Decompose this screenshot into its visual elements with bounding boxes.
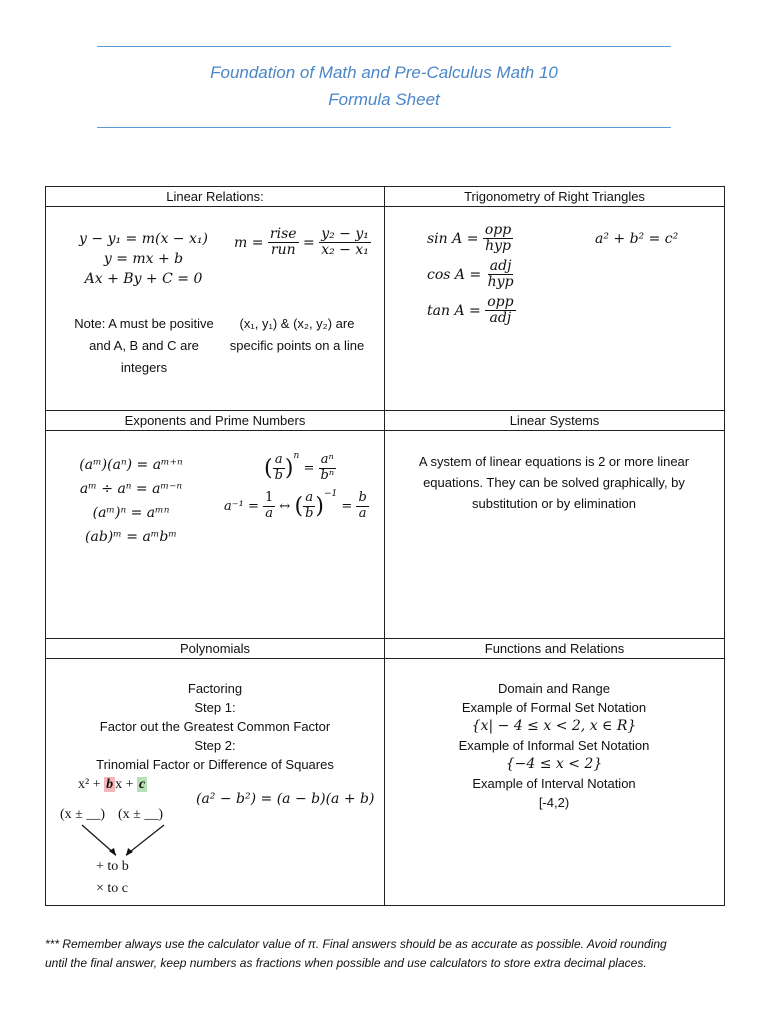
- footer-line-1: *** Remember always use the calculator value of π. Final answers should be as accurate as possible. Avoid rounding: [45, 937, 667, 951]
- reciprocal-result-a: a: [358, 505, 367, 521]
- blank-factor-right: (x ± __): [118, 807, 164, 823]
- trigonometry-cell: [385, 207, 725, 411]
- negative-exponent-law: a⁻¹ = $\frac{1}{a}$ ↔ ( $\frac{a}{b}$ )$^{-1}$ = $\frac{b}{a}$: [224, 488, 367, 521]
- sine-numerator: opp: [484, 222, 512, 239]
- multiply-to-c-label: × to c: [96, 881, 128, 897]
- polynomials-cell: [46, 659, 385, 906]
- linear-systems-cell: [385, 430, 725, 639]
- add-to-b-label: + to b: [96, 859, 129, 875]
- equivalence-arrow: ↔: [279, 498, 291, 514]
- exponents-cell: [46, 430, 385, 639]
- quotient-power-exponent: n: [293, 450, 300, 461]
- linear-systems-heading: Linear Systems: [385, 410, 725, 430]
- formal-notation-label: Example of Formal Set Notation: [461, 700, 647, 716]
- quotient-power-equals: =: [303, 460, 315, 476]
- factor-arrows: [76, 823, 176, 863]
- linear-relations-heading: Linear Relations:: [46, 187, 385, 207]
- slope-equals: =: [303, 234, 315, 251]
- reciprocal-result-b: b: [358, 490, 367, 506]
- quotient-law: aᵐ ÷ aⁿ = aᵐ⁻ⁿ: [79, 480, 183, 497]
- points-line-1: (x₁, y₁) & (x₂, y₂) are: [239, 316, 355, 332]
- reciprocal-exponent: −1: [323, 488, 338, 499]
- trinomial-x2: x² +: [78, 777, 101, 793]
- functions-heading: Functions and Relations: [385, 639, 725, 659]
- sine-denominator: hyp: [485, 238, 511, 255]
- slope-lhs: m =: [234, 234, 264, 251]
- quotient-power-a: a: [274, 452, 283, 468]
- quotient-power-numerator: aⁿ: [320, 452, 334, 468]
- negative-exponent-one: 1: [265, 490, 274, 506]
- run-label: run: [270, 242, 296, 259]
- formal-notation-example: {x| − 4 ≤ x < 2, x ∈ R}: [471, 718, 637, 735]
- slope-numerator: y₂ − y₁: [321, 226, 369, 243]
- trinomial-b: b: [106, 777, 114, 793]
- tangent-lhs: tan A =: [427, 302, 481, 319]
- quotient-power-b: b: [274, 467, 283, 483]
- formula-table: [45, 186, 725, 906]
- negative-exponent-lhs: a⁻¹ =: [224, 498, 259, 514]
- trinomial-c: c: [139, 777, 146, 793]
- quotient-power-law: ( $\frac{a}{b}$ )$^n$ = $\frac{\text{aⁿ}}{\text{bⁿ}}$: [264, 450, 335, 483]
- general-form-formula: Ax + By + C = 0: [84, 271, 203, 288]
- cosine-lhs: cos A =: [427, 266, 482, 283]
- informal-notation-label: Example of Informal Set Notation: [458, 738, 650, 754]
- cosine-numerator: adj: [489, 257, 512, 274]
- point-slope-formula: y − y₁ = m(x − x₁): [79, 231, 208, 248]
- slope-denominator: x₂ − x₁: [321, 242, 369, 259]
- page-subtitle: Formula Sheet: [328, 90, 440, 109]
- informal-notation-example: {−4 ≤ x < 2}: [505, 756, 603, 773]
- pythagorean-formula: a² + b² = c²: [595, 231, 679, 248]
- page-title: Foundation of Math and Pre-Calculus Math 10: [210, 63, 558, 82]
- trinomial-x-plus: x +: [115, 777, 134, 793]
- points-line-2: specific points on a line: [229, 338, 365, 354]
- footer-note: [45, 935, 735, 973]
- reciprocal-equals: =: [341, 498, 353, 514]
- systems-line-3: substitution or by elimination: [471, 495, 637, 511]
- cosine-denominator: hyp: [487, 274, 514, 291]
- slope-intercept-formula: y = mx + b: [103, 251, 184, 268]
- step-2-label: Step 2:: [194, 738, 236, 754]
- interval-notation-label: Example of Interval Notation: [472, 776, 636, 792]
- note-line-3: integers: [120, 360, 168, 376]
- reciprocal-b: b: [305, 505, 314, 521]
- power-law: (aᵐ)ⁿ = aᵐⁿ: [92, 504, 170, 521]
- header-bottom-rule: [97, 127, 671, 128]
- tangent-formula: [427, 295, 516, 327]
- footer-line-2: until the final answer, keep numbers as fractions when possible and use calculators to store extra decimal places.: [45, 956, 647, 970]
- polynomials-heading: Polynomials: [46, 639, 385, 659]
- note-line-1: Note: A must be positive: [74, 316, 214, 332]
- header-top-rule: [97, 46, 671, 47]
- note-line-2: and A, B and C are: [89, 338, 199, 354]
- product-law: (aᵐ)(aⁿ) = aᵐ⁺ⁿ: [79, 456, 183, 473]
- cosine-formula: [427, 259, 516, 291]
- sine-lhs: sin A =: [427, 230, 479, 247]
- interval-notation-example: [-4,2): [538, 795, 570, 811]
- sine-formula: [427, 223, 516, 255]
- exponents-heading: Exponents and Prime Numbers: [46, 410, 385, 430]
- step-1-label: Step 1:: [194, 700, 236, 716]
- difference-of-squares: (a² − b²) = (a − b)(a + b): [196, 791, 375, 808]
- reciprocal-a: a: [305, 490, 314, 506]
- tangent-numerator: opp: [487, 293, 514, 310]
- slope-formula: [234, 227, 371, 259]
- trinomial-expression: [78, 777, 147, 793]
- step-2-text: Trinomial Factor or Difference of Squares: [96, 757, 334, 773]
- tangent-denominator: adj: [489, 310, 512, 326]
- rise-label: rise: [269, 226, 297, 243]
- step-1-text: Factor out the Greatest Common Factor: [99, 719, 331, 735]
- functions-cell: [385, 659, 725, 906]
- domain-range-label: Domain and Range: [497, 681, 611, 697]
- systems-line-1: A system of linear equations is 2 or more linear: [418, 453, 690, 469]
- linear-relations-cell: [46, 207, 385, 411]
- blank-factor-left: (x ± __): [60, 807, 106, 823]
- quotient-power-denominator: bⁿ: [320, 467, 335, 483]
- systems-line-2: equations. They can be solved graphically, by: [423, 474, 685, 490]
- negative-exponent-a: a: [265, 505, 274, 521]
- trigonometry-heading: Trigonometry of Right Triangles: [385, 187, 725, 207]
- factoring-label: Factoring: [187, 681, 243, 697]
- product-power-law: (ab)ᵐ = aᵐbᵐ: [85, 528, 177, 545]
